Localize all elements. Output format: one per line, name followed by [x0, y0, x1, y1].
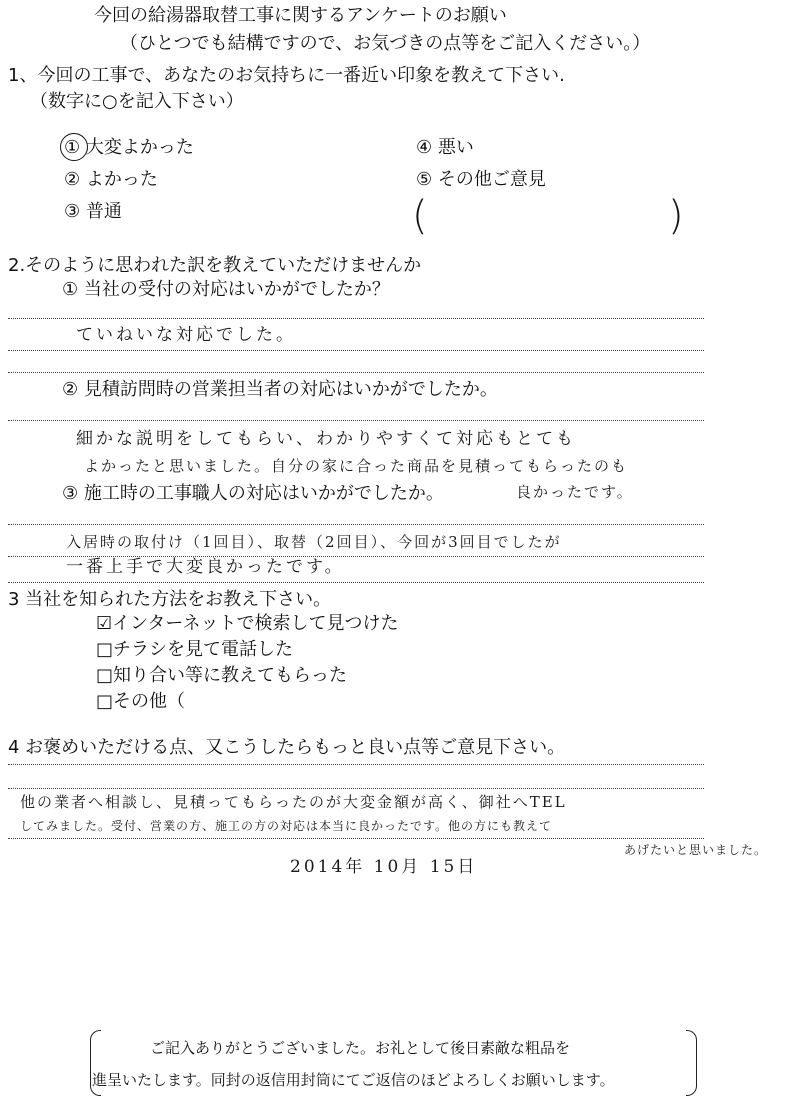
- answer-line: [8, 788, 704, 789]
- q1-option-1: ① 大変よかった: [64, 137, 194, 158]
- q2-answer1: ていねいな対応でした。: [76, 325, 296, 345]
- q3-option-other: □その他（: [96, 691, 186, 712]
- q2-answer2-line1: 細かな説明をしてもらい、わかりやすくて対応もとても: [76, 429, 576, 449]
- answer-line: [8, 318, 704, 319]
- survey-date: 2014年 10月 15日: [290, 857, 478, 877]
- q2-answer3-line1: 入居時の取付け（1回目）、取替（2回目）、今回が3回目でしたが: [66, 533, 562, 551]
- form-title: 今回の給湯器取替工事に関するアンケートのお願い: [94, 5, 507, 26]
- q3-option-internet: ☑インターネットで検索して見つけた: [96, 613, 399, 634]
- q4-answer-line1: 他の業者へ相談し、見積ってもらったのが大変金額が高く、御社へTEL: [20, 793, 567, 811]
- close-paren-mark: ): [668, 193, 684, 239]
- q2-question: 2.そのように思われた訳を教えていただけませんか: [8, 255, 422, 276]
- answer-line: [8, 582, 704, 583]
- q2-sub3: ③ 施工時の工事職人の対応はいかがでしたか。: [62, 483, 444, 504]
- answer-line: [8, 838, 704, 839]
- q2-sub2: ② 見積訪問時の営業担当者の対応はいかがでしたか。: [62, 379, 498, 400]
- answer-line: [8, 350, 704, 351]
- open-paren-mark: (: [412, 193, 428, 239]
- answer-line: [8, 764, 704, 765]
- answer-line: [8, 524, 704, 525]
- q4-answer-line2: してみました。受付、営業の方、施工の方の対応は本当に良かったです。他の方にも教えて: [20, 819, 553, 833]
- q3-question: 3 当社を知られた方法をお教え下さい。: [8, 589, 332, 610]
- q1-instruction: （数字に○を記入下さい）: [30, 91, 244, 112]
- q1-option-2: ② よかった: [64, 169, 158, 190]
- form-subtitle: （ひとつでも結構ですので、お気づきの点等をご記入ください。）: [120, 33, 651, 54]
- footer-thanks: ご記入ありがとうございました。お礼として後日素敵な粗品を: [150, 1039, 571, 1057]
- q2-answer3-line2: 一番上手で大変良かったです。: [66, 557, 345, 577]
- answer-line: [8, 372, 704, 373]
- q3-option-acquaintance: □知り合い等に教えてもらった: [96, 665, 348, 686]
- q2-answer2-line2: よかったと思いました。自分の家に合った商品を見積ってもらったのも: [84, 457, 629, 475]
- q1-option-4: ④ 悪い: [416, 137, 474, 158]
- q4-answer-line3: あげたいと思いました。: [624, 843, 768, 857]
- q4-question: 4 お褒めいただける点、又こうしたらもっと良い点等ご意見下さい。: [8, 737, 566, 758]
- footer-bracket-right: [686, 1030, 697, 1096]
- q3-option-flyer: □チラシを見て電話した: [96, 639, 294, 660]
- q2-answer2-tail: 良かったです。: [516, 483, 634, 501]
- q1-option-5: ⑤ その他ご意見: [416, 169, 546, 190]
- q1-option-3: ③ 普通: [64, 201, 122, 222]
- q1-question: 1、今回の工事で、あなたのお気持ちに一番近い印象を教えて下さい.: [8, 65, 565, 86]
- answer-line: [8, 420, 704, 421]
- footer-return-note: 進呈いたします。同封の返信用封筒にてご返信のほどよろしくお願いします。: [92, 1071, 615, 1089]
- q2-sub1: ① 当社の受付の対応はいかがでしたか？: [62, 279, 390, 300]
